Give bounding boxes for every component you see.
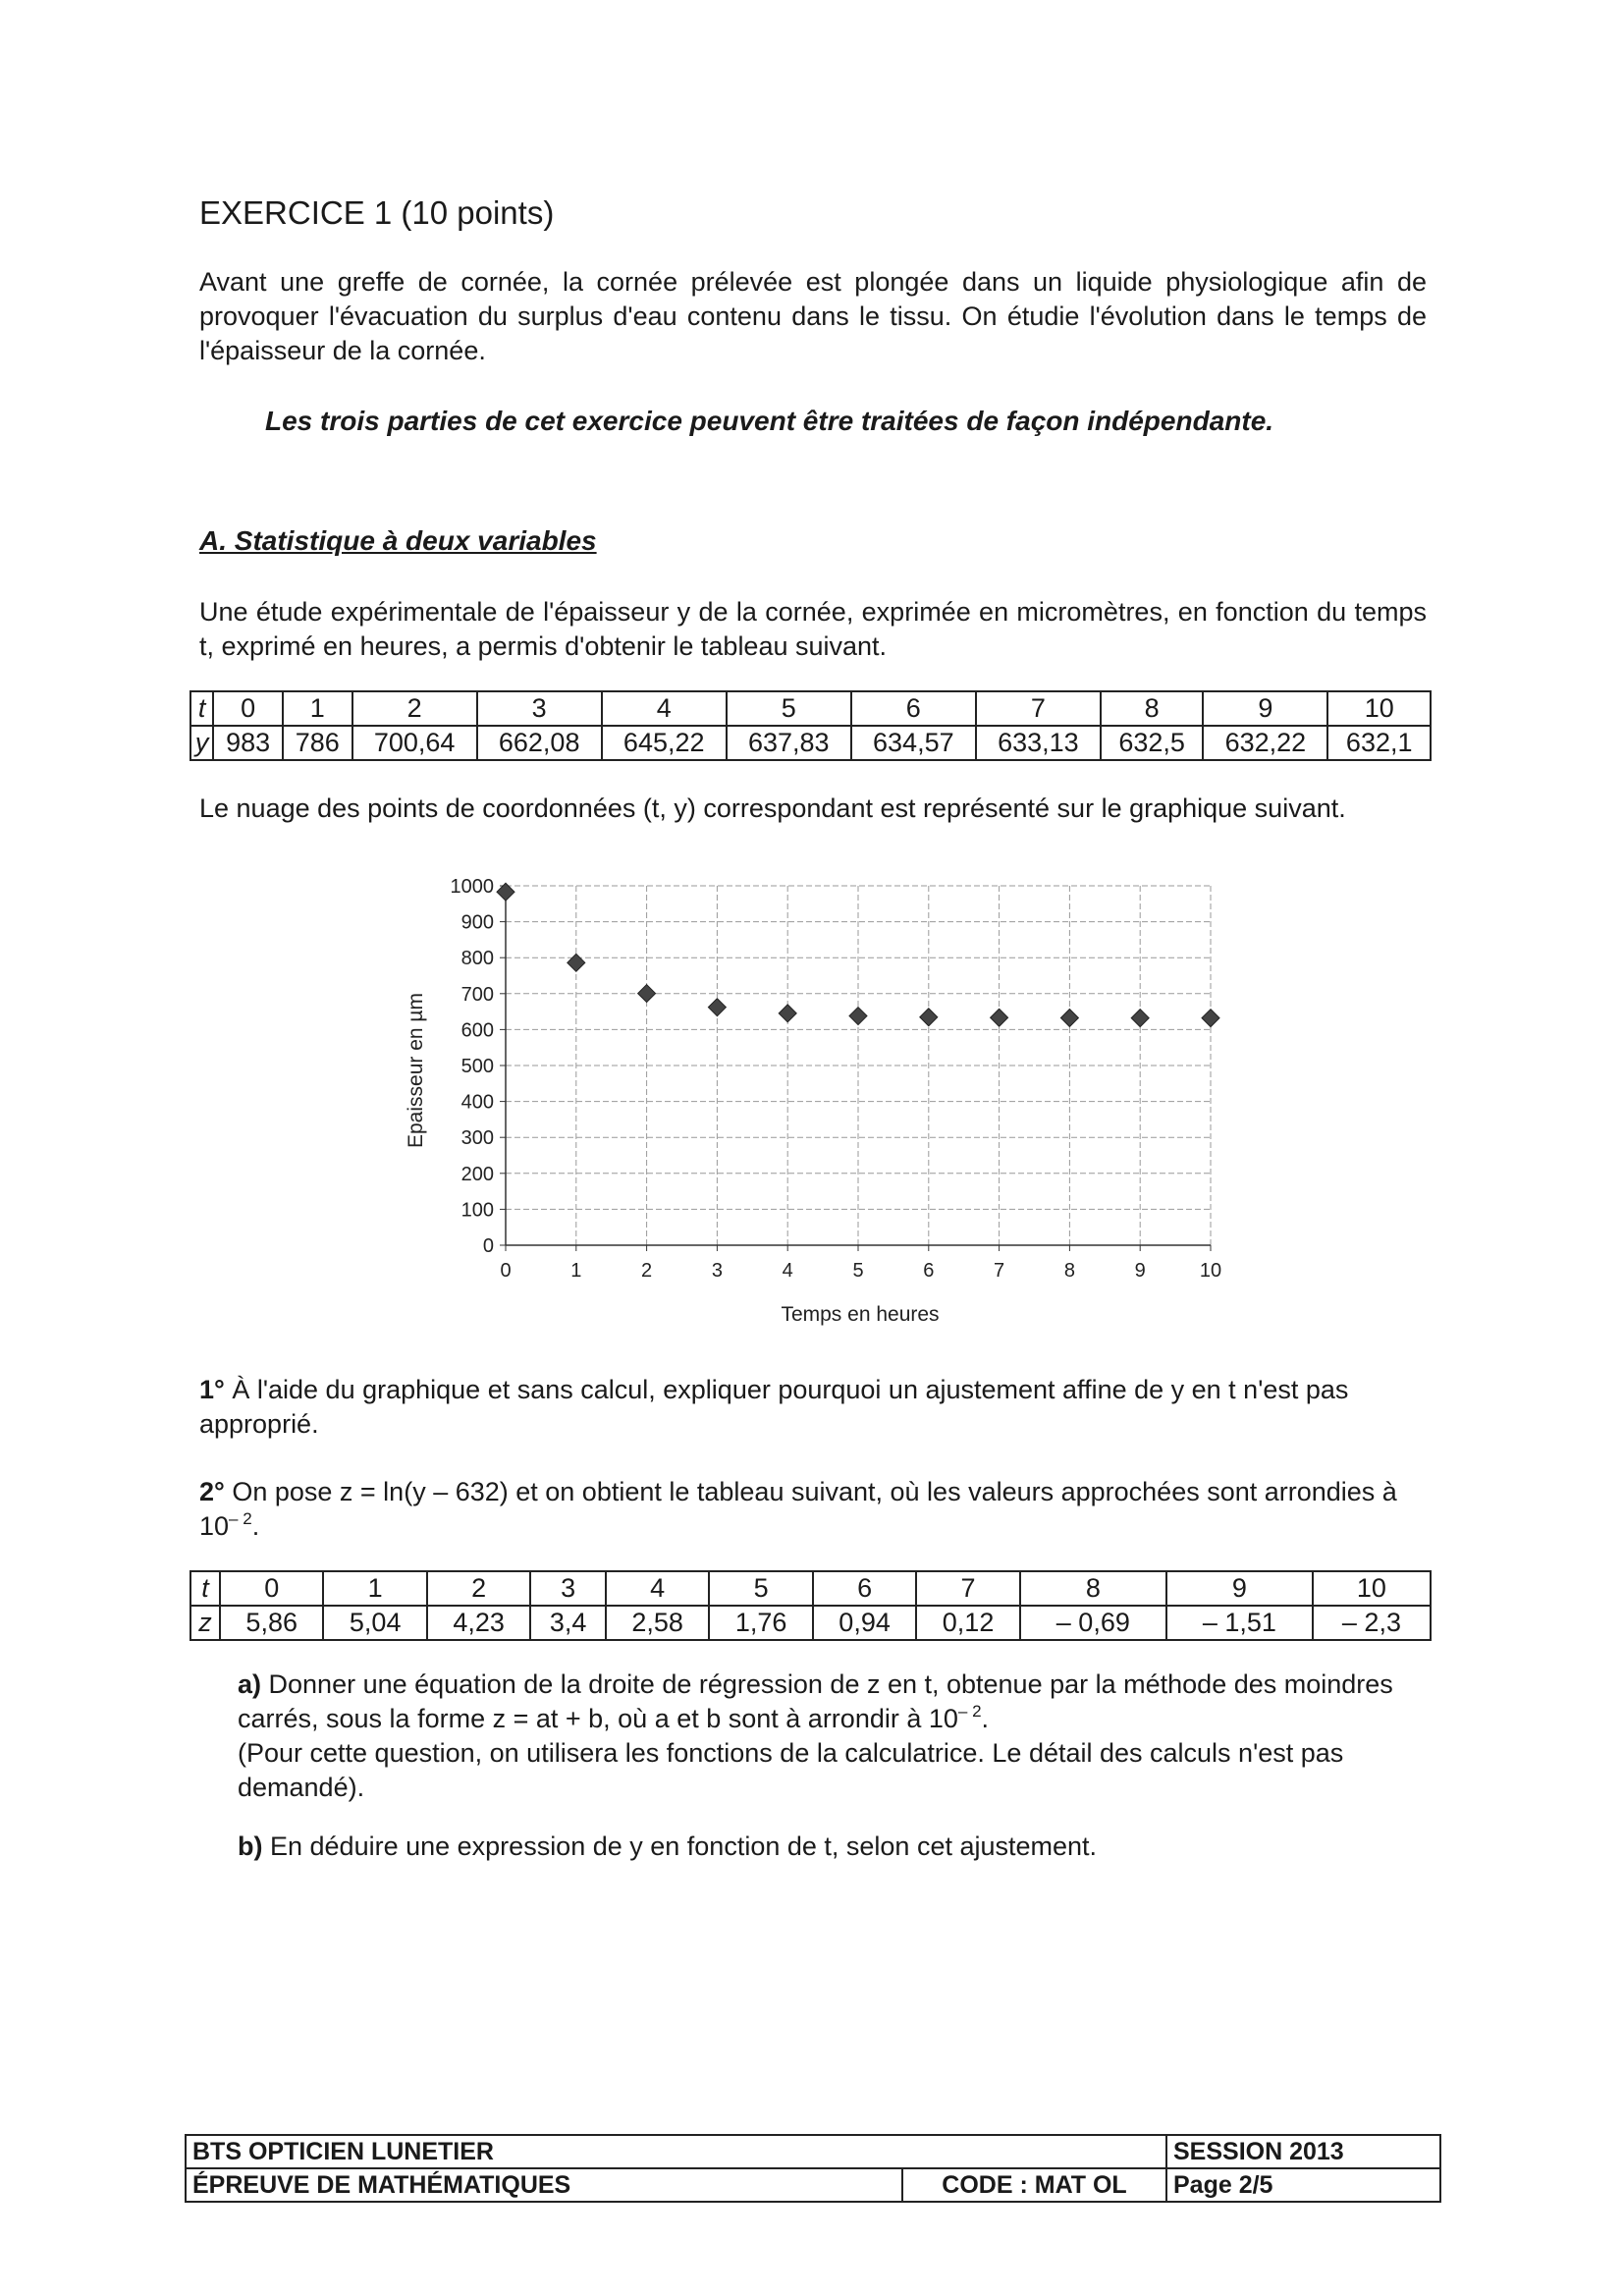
data-point — [920, 1009, 938, 1026]
z-cell: – 1,51 — [1166, 1606, 1313, 1640]
scatter-chart — [373, 864, 1237, 1336]
z-cell: 2,58 — [606, 1606, 709, 1640]
t-cell: 8 — [1020, 1571, 1166, 1606]
data-point — [708, 999, 726, 1016]
chart-axes — [500, 886, 1211, 1251]
t-cell: 1 — [323, 1571, 426, 1606]
footer-session: SESSION 2013 — [1166, 2135, 1440, 2168]
t-cell: 9 — [1203, 691, 1327, 726]
question-2-end: . — [251, 1511, 260, 1541]
t-cell: 4 — [606, 1571, 709, 1606]
y-cell: 700,64 — [352, 726, 477, 760]
x-tick-label: 10 — [1199, 1260, 1222, 1282]
chart-tick-labels — [451, 876, 1222, 1282]
data-point — [1131, 1010, 1149, 1027]
data-point — [497, 883, 514, 901]
y-cell: 632,1 — [1327, 726, 1431, 760]
footer-page: Page 2/5 — [1166, 2168, 1440, 2202]
x-tick-label: 7 — [994, 1260, 1005, 1282]
t-cell: 6 — [851, 691, 976, 726]
y-tick-label: 500 — [460, 1056, 494, 1077]
z-cell: 0,94 — [813, 1606, 916, 1640]
row-label-t: t — [190, 1571, 220, 1606]
exercise-title-points: (10 points) — [401, 194, 555, 231]
section-a-title: A. Statistique à deux variables — [199, 525, 597, 556]
t-cell: 5 — [727, 691, 851, 726]
x-tick-label: 5 — [852, 1260, 864, 1282]
t-cell: 0 — [220, 1571, 323, 1606]
t-cell: 0 — [213, 691, 283, 726]
data-table-t-z — [189, 1570, 1432, 1641]
footer-exam: BTS OPTICIEN LUNETIER — [186, 2135, 1166, 2168]
question-2a-note: (Pour cette question, on utilisera les fonctions de la calculatrice. Le détail des calculs n'est pas demandé). — [238, 1738, 1344, 1802]
question-2a-exponent: – 2 — [957, 1702, 982, 1721]
y-cell: 633,13 — [976, 726, 1101, 760]
y-tick-label: 0 — [482, 1235, 494, 1257]
x-axis-label: Temps en heures — [781, 1303, 940, 1326]
y-tick-label: 700 — [460, 983, 494, 1006]
question-2a-label: a) — [238, 1669, 262, 1699]
independence-note: Les trois parties de cet exercice peuvent être traitées de façon indépendante. — [265, 406, 1274, 436]
z-cell: 5,86 — [220, 1606, 323, 1640]
row-label-y: y — [190, 726, 213, 760]
x-tick-label: 4 — [782, 1260, 793, 1282]
y-tick-label: 600 — [460, 1019, 494, 1042]
x-tick-label: 0 — [500, 1260, 512, 1282]
question-2a-text: Donner une équation de la droite de régression de z en t, obtenue par la méthode des moindres carrés, sous la forme z = at + b, où a et b sont à arrondir à 10 — [238, 1669, 1393, 1733]
table-row-t — [190, 691, 1431, 726]
data-point — [638, 985, 656, 1003]
t-cell: 4 — [602, 691, 727, 726]
y-tick-label: 400 — [460, 1091, 494, 1114]
t-cell: 10 — [1327, 691, 1431, 726]
t-cell: 2 — [427, 1571, 530, 1606]
chart-grid — [506, 886, 1211, 1245]
table-row-t — [190, 1571, 1431, 1606]
question-2a — [238, 1667, 1428, 1805]
z-cell: 5,04 — [323, 1606, 426, 1640]
data-table-t-y — [189, 690, 1432, 761]
y-tick-label: 200 — [460, 1163, 494, 1185]
x-tick-label: 9 — [1134, 1260, 1146, 1282]
t-cell: 2 — [352, 691, 477, 726]
footer-code: CODE : MAT OL — [902, 2168, 1166, 2202]
page-footer — [185, 2134, 1441, 2203]
y-cell: 662,08 — [477, 726, 602, 760]
cloud-paragraph: Le nuage des points de coordonnées (t, y) correspondant est représenté sur le graphique suivant. — [199, 793, 1346, 823]
t-cell: 10 — [1313, 1571, 1431, 1606]
y-cell: 645,22 — [602, 726, 727, 760]
x-tick-label: 2 — [641, 1260, 653, 1282]
x-tick-label: 3 — [711, 1260, 723, 1282]
question-1-text: À l'aide du graphique et sans calcul, expliquer pourquoi un ajustement affine de y en t n'est pas approprié. — [199, 1375, 1349, 1439]
question-2b-label: b) — [238, 1831, 263, 1861]
y-cell: 632,22 — [1203, 726, 1327, 760]
y-axis-label: Epaisseur en µm — [405, 992, 427, 1149]
z-cell: – 0,69 — [1020, 1606, 1166, 1640]
t-cell: 6 — [813, 1571, 916, 1606]
question-2-exponent: – 2 — [229, 1509, 252, 1528]
question-1 — [199, 1373, 1427, 1442]
t-cell: 7 — [976, 691, 1101, 726]
x-tick-label: 1 — [570, 1260, 582, 1282]
y-cell: 983 — [213, 726, 283, 760]
data-point — [779, 1005, 796, 1022]
z-cell: 1,76 — [709, 1606, 812, 1640]
study-paragraph: Une étude expérimentale de l'épaisseur y de la cornée, exprimée en micromètres, en fonction du temps t, exprimé en heures, a permis d'obtenir le tableau suivant. — [199, 597, 1427, 661]
y-tick-label: 800 — [460, 948, 494, 970]
data-point — [1202, 1010, 1219, 1027]
t-cell: 3 — [530, 1571, 605, 1606]
y-cell: 637,83 — [727, 726, 851, 760]
y-tick-label: 900 — [460, 911, 494, 934]
t-cell: 1 — [283, 691, 352, 726]
exercise-title — [199, 194, 554, 232]
data-point — [991, 1009, 1008, 1026]
table-row-y — [190, 726, 1431, 760]
question-2b — [238, 1830, 1428, 1864]
x-tick-label: 8 — [1063, 1260, 1075, 1282]
intro-paragraph: Avant une greffe de cornée, la cornée prélevée est plongée dans un liquide physiologique afin de provoquer l'évacuation du surplus d'eau contenu dans le tissu. On étudie l'évolution dans le temps de l'épaisseur de la cornée. — [199, 267, 1427, 365]
y-cell: 632,5 — [1101, 726, 1203, 760]
data-point — [849, 1008, 867, 1025]
t-cell: 7 — [916, 1571, 1019, 1606]
question-2b-text: En déduire une expression de y en fonction de t, selon cet ajustement. — [270, 1831, 1098, 1861]
z-cell: 4,23 — [427, 1606, 530, 1640]
t-cell: 5 — [709, 1571, 812, 1606]
footer-subject: ÉPREUVE DE MATHÉMATIQUES — [186, 2168, 902, 2202]
question-2a-end: . — [981, 1704, 990, 1733]
t-cell: 8 — [1101, 691, 1203, 726]
table-row-z — [190, 1606, 1431, 1640]
question-1-number: 1° — [199, 1375, 225, 1404]
row-label-z: z — [190, 1606, 220, 1640]
y-tick-label: 1000 — [450, 876, 494, 898]
z-cell: 3,4 — [530, 1606, 605, 1640]
question-2-text: On pose z = ln(y – 632) et on obtient le tableau suivant, où les valeurs approchées sont arrondies à 10 — [199, 1477, 1397, 1541]
y-tick-label: 100 — [460, 1199, 494, 1222]
question-2-number: 2° — [199, 1477, 225, 1506]
t-cell: 3 — [477, 691, 602, 726]
y-tick-label: 300 — [460, 1127, 494, 1150]
row-label-t: t — [190, 691, 213, 726]
exercise-title-main: EXERCICE 1 — [199, 194, 393, 231]
x-tick-label: 6 — [923, 1260, 935, 1282]
question-2 — [199, 1475, 1427, 1544]
data-point — [1060, 1010, 1078, 1027]
data-point — [568, 954, 585, 971]
y-cell: 634,57 — [851, 726, 976, 760]
t-cell: 9 — [1166, 1571, 1313, 1606]
z-cell: – 2,3 — [1313, 1606, 1431, 1640]
y-cell: 786 — [283, 726, 352, 760]
z-cell: 0,12 — [916, 1606, 1019, 1640]
